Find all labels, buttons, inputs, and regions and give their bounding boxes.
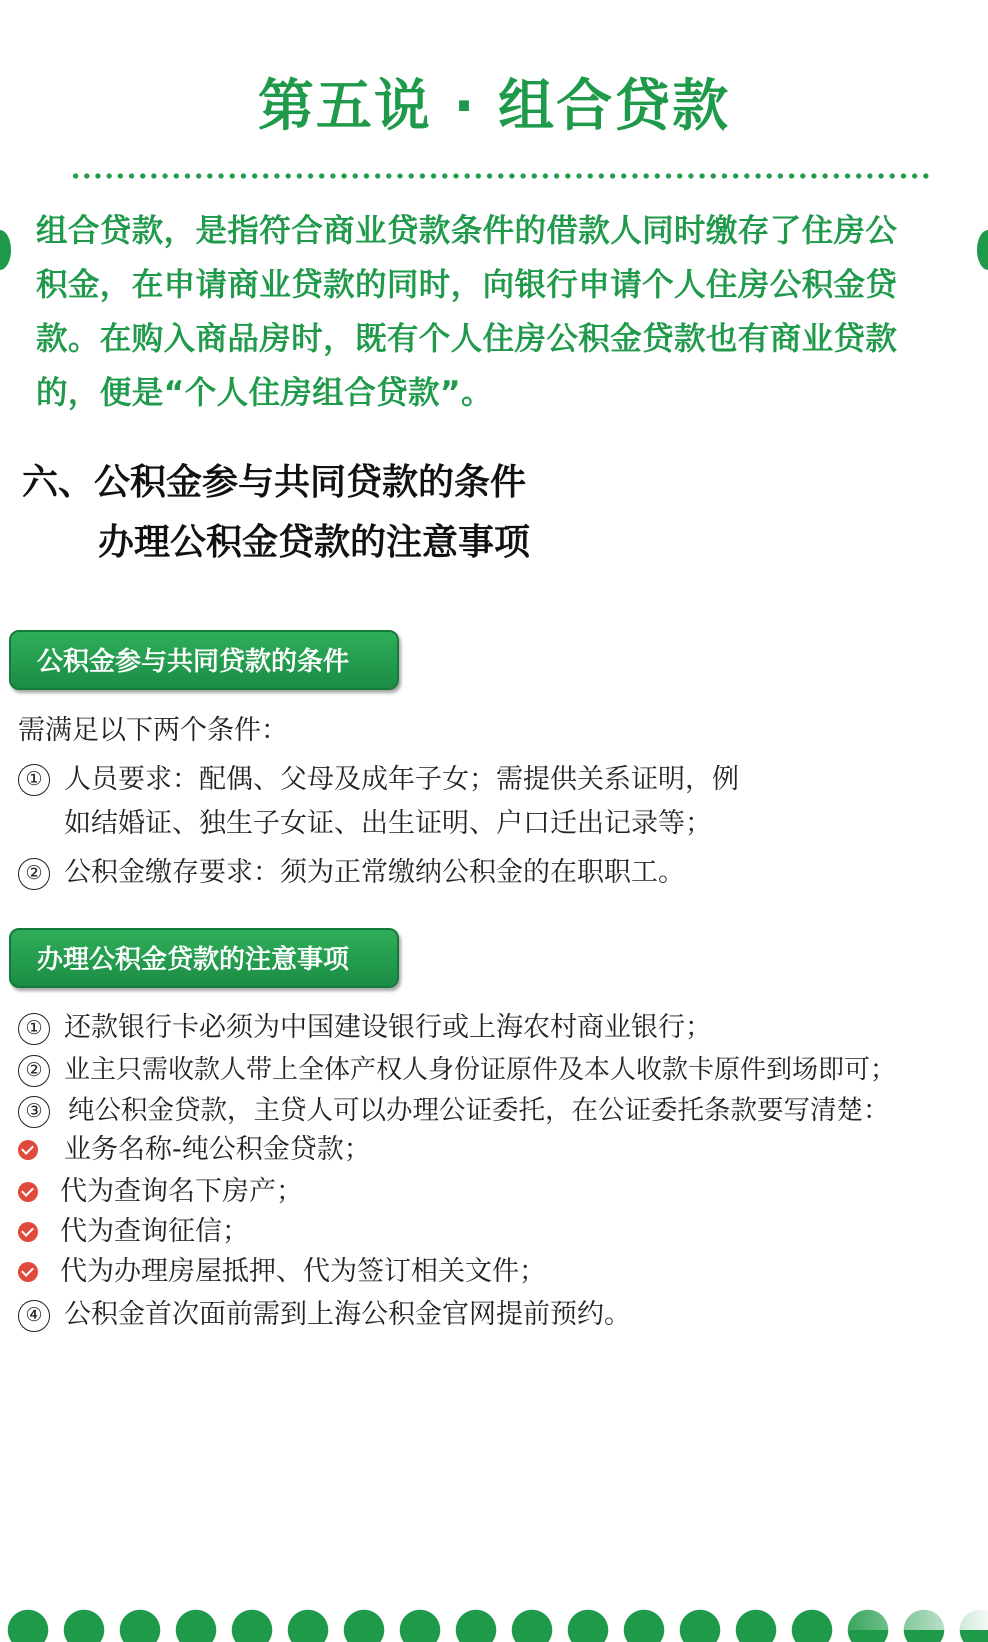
number-marker: ① xyxy=(18,1013,50,1045)
note-text: 业主只需收款人带上全体产权人身份证原件及本人收款卡原件到场即可； xyxy=(64,1055,897,1085)
note-text: 公积金首次面前需到上海公积金官网提前预约。 xyxy=(64,1299,631,1330)
note-text: 代为查询征信； xyxy=(60,1216,249,1247)
conditions-label-pill: 公积金参与共同贷款的条件 xyxy=(9,630,399,690)
note-text: 纯公积金贷款，主贷人可以办理公证委托，在公证委托条款要写清楚： xyxy=(68,1095,890,1126)
number-marker: ③ xyxy=(18,1096,50,1128)
number-marker: ④ xyxy=(18,1300,50,1332)
bottom-watermark-area xyxy=(828,1596,988,1630)
check-bullet-icon xyxy=(18,1262,38,1282)
condition-text: 如结婚证、独生子女证、出生证明、户口迁出记录等； xyxy=(64,808,712,839)
intro-line: 的，便是“个人住房组合贷款”。 xyxy=(36,375,493,411)
intro-paragraph xyxy=(36,204,966,420)
note-text: 代为查询名下房产； xyxy=(60,1176,303,1207)
right-edge-dot xyxy=(977,230,988,270)
check-bullet-icon xyxy=(18,1182,38,1202)
intro-line: 积金，在申请商业贷款的同时，向银行申请个人住房公积金贷 xyxy=(36,267,898,303)
conditions-intro: 需满足以下两个条件： xyxy=(18,715,288,746)
number-marker: ② xyxy=(18,1055,50,1087)
intro-line: 组合贷款，是指符合商业贷款条件的借款人同时缴存了住房公 xyxy=(36,213,898,249)
note-text: 还款银行卡必须为中国建设银行或上海农村商业银行； xyxy=(64,1012,712,1043)
dotted-divider xyxy=(70,172,930,180)
condition-text: 人员要求：配偶、父母及成年子女；需提供关系证明，例 xyxy=(64,764,739,795)
check-bullet-icon xyxy=(18,1222,38,1242)
number-marker: ② xyxy=(18,858,50,890)
left-edge-dot xyxy=(0,230,11,270)
notes-label-pill: 办理公积金贷款的注意事项 xyxy=(9,928,399,988)
check-bullet-icon xyxy=(18,1140,38,1160)
section-subheading: 办理公积金贷款的注意事项 xyxy=(98,522,531,563)
note-text: 业务名称-纯公积金贷款； xyxy=(64,1134,371,1165)
number-marker: ① xyxy=(18,764,50,796)
intro-line: 款。在购入商品房时，既有个人住房公积金贷款也有商业贷款 xyxy=(36,321,898,357)
condition-text: 公积金缴存要求：须为正常缴纳公积金的在职职工。 xyxy=(64,857,685,888)
section-heading: 六、公积金参与共同贷款的条件 xyxy=(22,462,527,503)
note-text: 代为办理房屋抵押、代为签订相关文件； xyxy=(60,1256,546,1287)
page-title: 第五说 · 组合贷款 xyxy=(257,74,731,139)
